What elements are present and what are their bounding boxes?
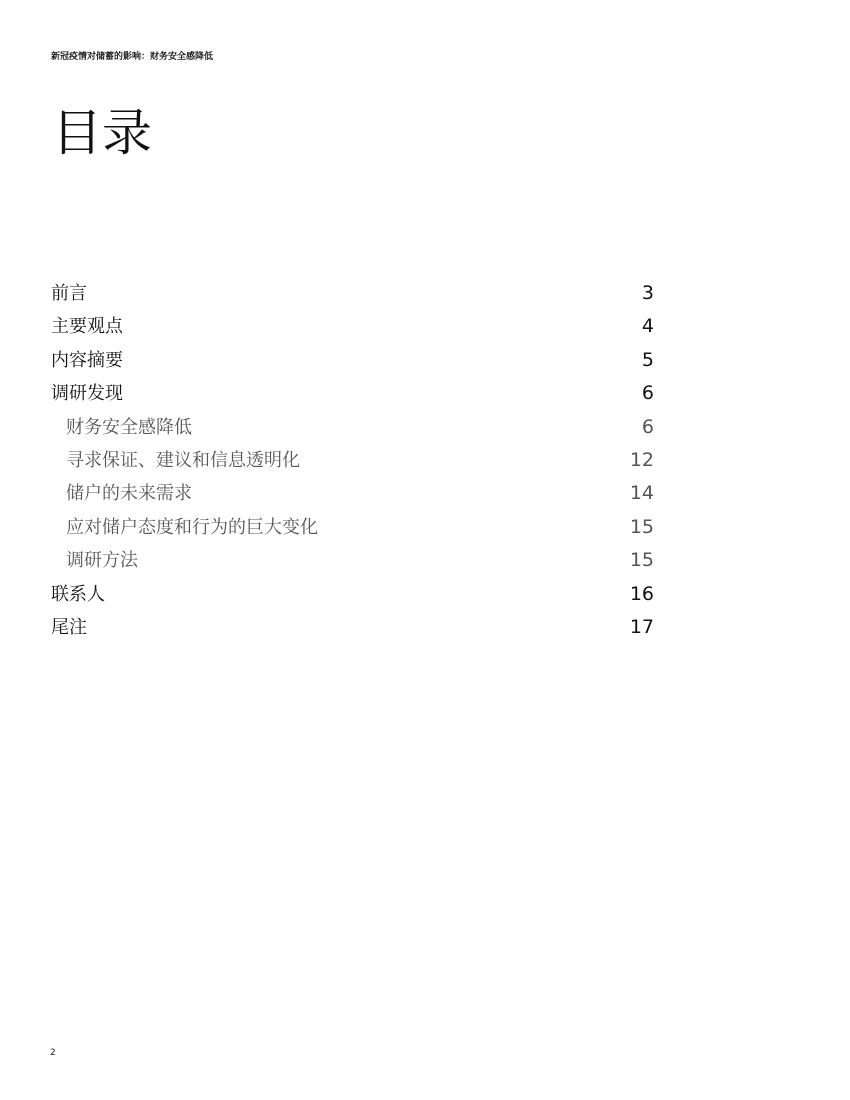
toc-entry-findings[interactable] bbox=[51, 377, 654, 410]
toc-entry-page: 5 bbox=[641, 348, 654, 371]
toc-entry-label: 主要观点 bbox=[51, 316, 123, 338]
toc-entry-foreword[interactable] bbox=[51, 277, 654, 310]
toc-entry-label: 联系人 bbox=[51, 583, 105, 605]
toc-entry-page: 6 bbox=[641, 382, 654, 405]
toc-subentry-assurance[interactable] bbox=[51, 444, 654, 477]
toc-entry-label: 储户的未来需求 bbox=[66, 483, 192, 505]
toc-entry-page: 17 bbox=[629, 615, 654, 638]
toc-entry-contacts[interactable] bbox=[51, 578, 654, 611]
toc-entry-page: 15 bbox=[629, 515, 654, 538]
toc-subentry-behavior-change[interactable] bbox=[51, 511, 654, 544]
toc-entry-label: 调研方法 bbox=[66, 550, 138, 572]
toc-entry-label: 寻求保证、建议和信息透明化 bbox=[66, 449, 300, 471]
page-number: 2 bbox=[50, 1048, 56, 1058]
table-of-contents bbox=[51, 277, 654, 644]
toc-entry-label: 财务安全感降低 bbox=[66, 416, 192, 438]
toc-entry-page: 12 bbox=[629, 448, 654, 471]
toc-subentry-future-needs[interactable] bbox=[51, 477, 654, 510]
toc-subentry-methodology[interactable] bbox=[51, 544, 654, 577]
toc-subentry-financial-security[interactable] bbox=[51, 411, 654, 444]
toc-entry-label: 应对储户态度和行为的巨大变化 bbox=[66, 516, 318, 538]
toc-entry-label: 前言 bbox=[51, 283, 87, 304]
toc-entry-label: 调研发现 bbox=[51, 383, 123, 405]
running-header: 新冠疫情对储蓄的影响：财务安全感降低 bbox=[51, 52, 214, 62]
toc-entry-page: 16 bbox=[629, 582, 654, 605]
toc-entry-page: 4 bbox=[641, 315, 654, 338]
toc-entry-label: 内容摘要 bbox=[51, 349, 123, 371]
toc-entry-summary[interactable] bbox=[51, 344, 654, 377]
toc-entry-key-points[interactable] bbox=[51, 310, 654, 343]
page-title: 目录 bbox=[52, 104, 152, 162]
toc-entry-page: 14 bbox=[629, 482, 654, 505]
toc-entry-endnotes[interactable] bbox=[51, 611, 654, 644]
toc-entry-page: 15 bbox=[629, 549, 654, 572]
toc-entry-page: 6 bbox=[641, 415, 654, 438]
toc-entry-label: 尾注 bbox=[51, 616, 87, 638]
toc-entry-page: 3 bbox=[641, 282, 654, 304]
